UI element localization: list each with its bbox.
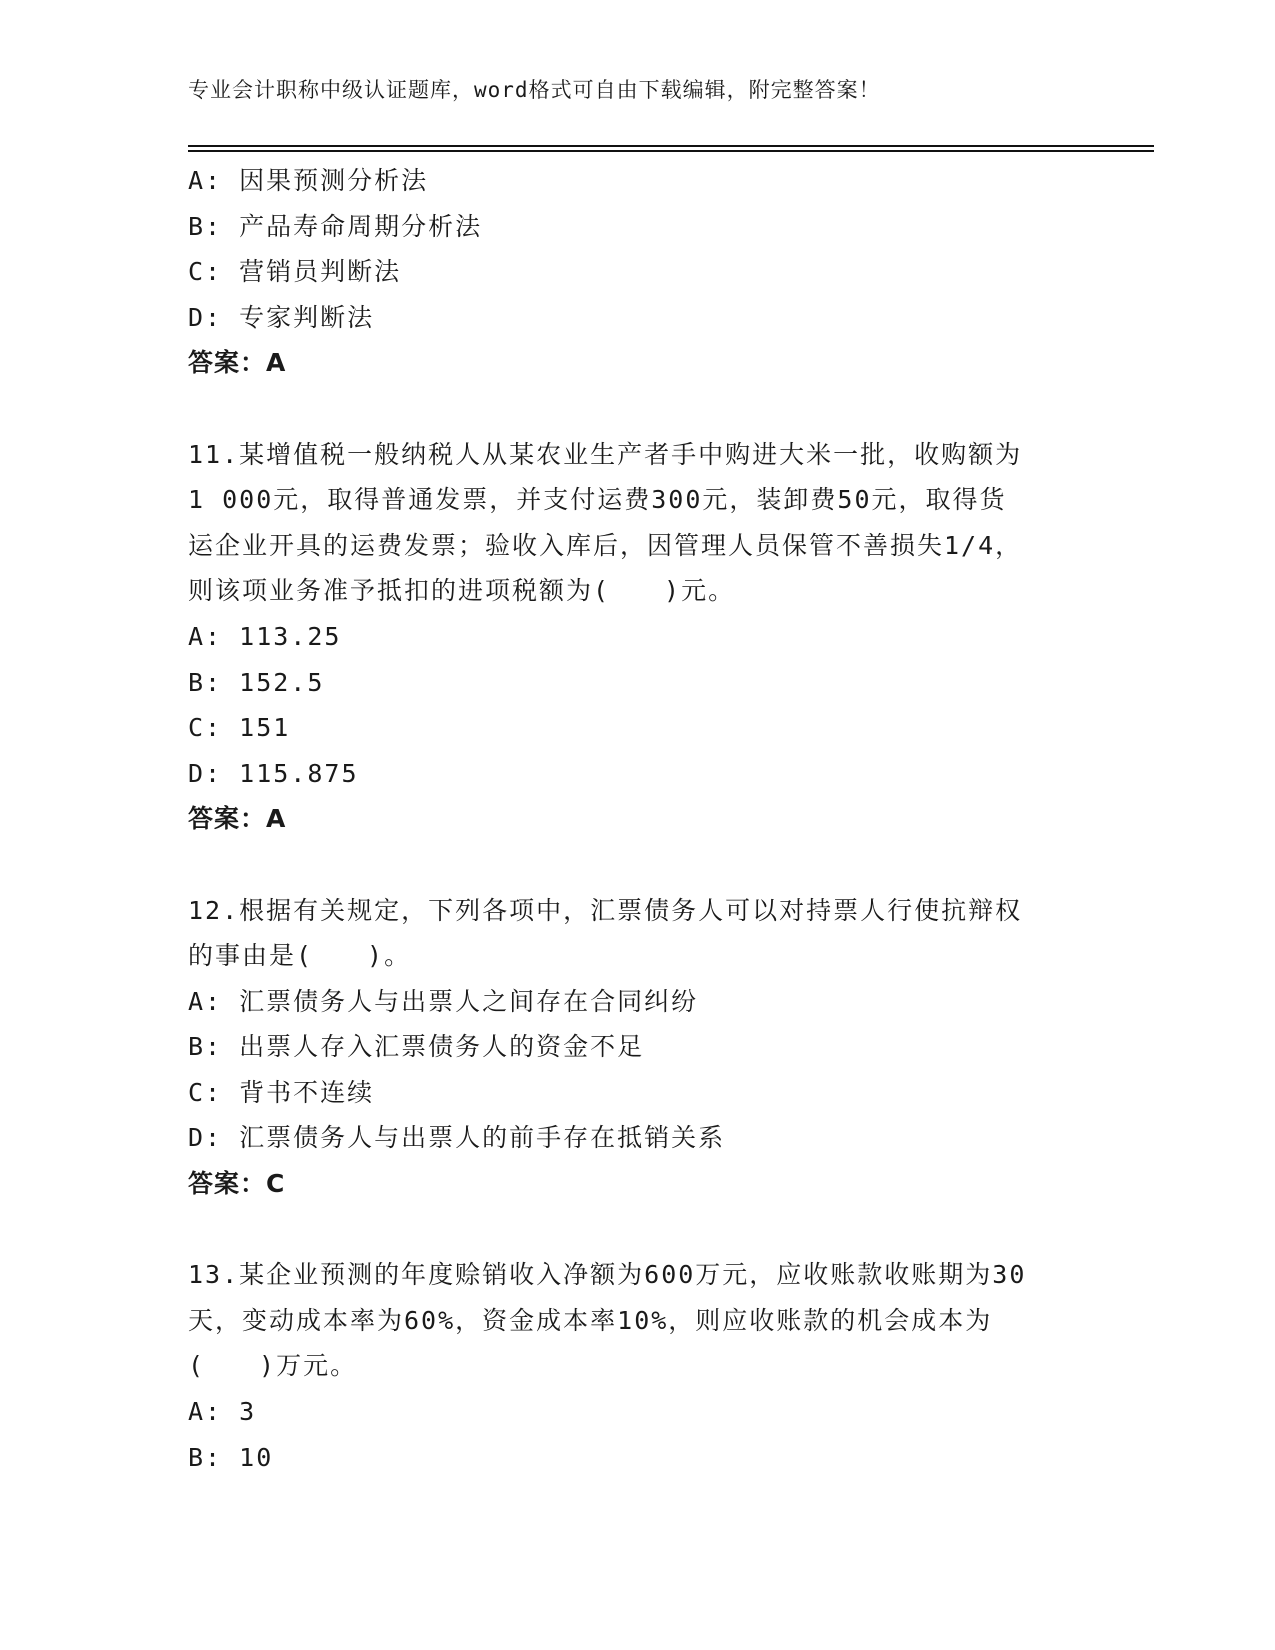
option-a: A: 3 xyxy=(188,1397,257,1427)
option-c: C: 背书不连续 xyxy=(188,1077,375,1107)
option-a: A: 汇票债务人与出票人之间存在合同纠纷 xyxy=(188,986,699,1016)
option-b: B: 出票人存入汇票债务人的资金不足 xyxy=(188,1032,645,1062)
stem-line: ( )万元。 xyxy=(188,1351,358,1381)
answer-label: 答案：A xyxy=(188,348,287,378)
stem-line: 的事由是( )。 xyxy=(188,941,412,971)
question-11 xyxy=(188,432,1088,842)
stem-line: 12.根据有关规定，下列各项中，汇票债务人可以对持票人行使抗辩权 xyxy=(188,895,1023,925)
option-c: C: 151 xyxy=(188,713,291,743)
question-12 xyxy=(188,888,1088,1207)
answer-label: 答案：C xyxy=(188,1169,286,1199)
spacer xyxy=(188,1207,1088,1253)
stem-line: 11.某增值税一般纳税人从某农业生产者手中购进大米一批，收购额为 xyxy=(188,439,1023,469)
page-header: 专业会计职称中级认证题库，word格式可自由下载编辑，附完整答案！ xyxy=(188,78,881,102)
option-d: D: 专家判断法 xyxy=(188,302,375,332)
question-stem xyxy=(188,432,1088,614)
option-a: A: 113.25 xyxy=(188,621,342,651)
stem-line: 则该项业务准予抵扣的进项税额为( )元。 xyxy=(188,576,736,606)
stem-line: 运企业开具的运费发票；验收入库后，因管理人员保管不善损失1/4， xyxy=(188,530,1023,560)
answer-label: 答案：A xyxy=(188,804,287,834)
option-c: C: 营销员判断法 xyxy=(188,257,402,287)
option-a: A: 因果预测分析法 xyxy=(188,166,429,195)
spacer xyxy=(188,386,1088,432)
spacer xyxy=(188,842,1088,888)
option-b: B: 产品寿命周期分析法 xyxy=(188,211,483,241)
stem-line: 1 000元，取得普通发票，并支付运费300元，装卸费50元，取得货 xyxy=(188,485,1007,515)
stem-line: 天，变动成本率为60%，资金成本率10%，则应收账款的机会成本为 xyxy=(188,1305,993,1335)
question-content xyxy=(188,158,1088,1480)
stem-line: 13.某企业预测的年度赊销收入净额为600万元，应收账款收账期为30 xyxy=(188,1260,1027,1290)
option-b: B: 10 xyxy=(188,1442,274,1472)
question-13 xyxy=(188,1252,1088,1480)
option-d: D: 115.875 xyxy=(188,758,359,788)
header-rule-top xyxy=(188,145,1154,147)
question-10-options xyxy=(188,158,1088,386)
header-rule-bottom xyxy=(188,150,1154,152)
question-stem xyxy=(188,1252,1088,1389)
option-b: B: 152.5 xyxy=(188,667,325,697)
option-d: D: 汇票债务人与出票人的前手存在抵销关系 xyxy=(188,1123,726,1153)
question-stem xyxy=(188,888,1088,979)
